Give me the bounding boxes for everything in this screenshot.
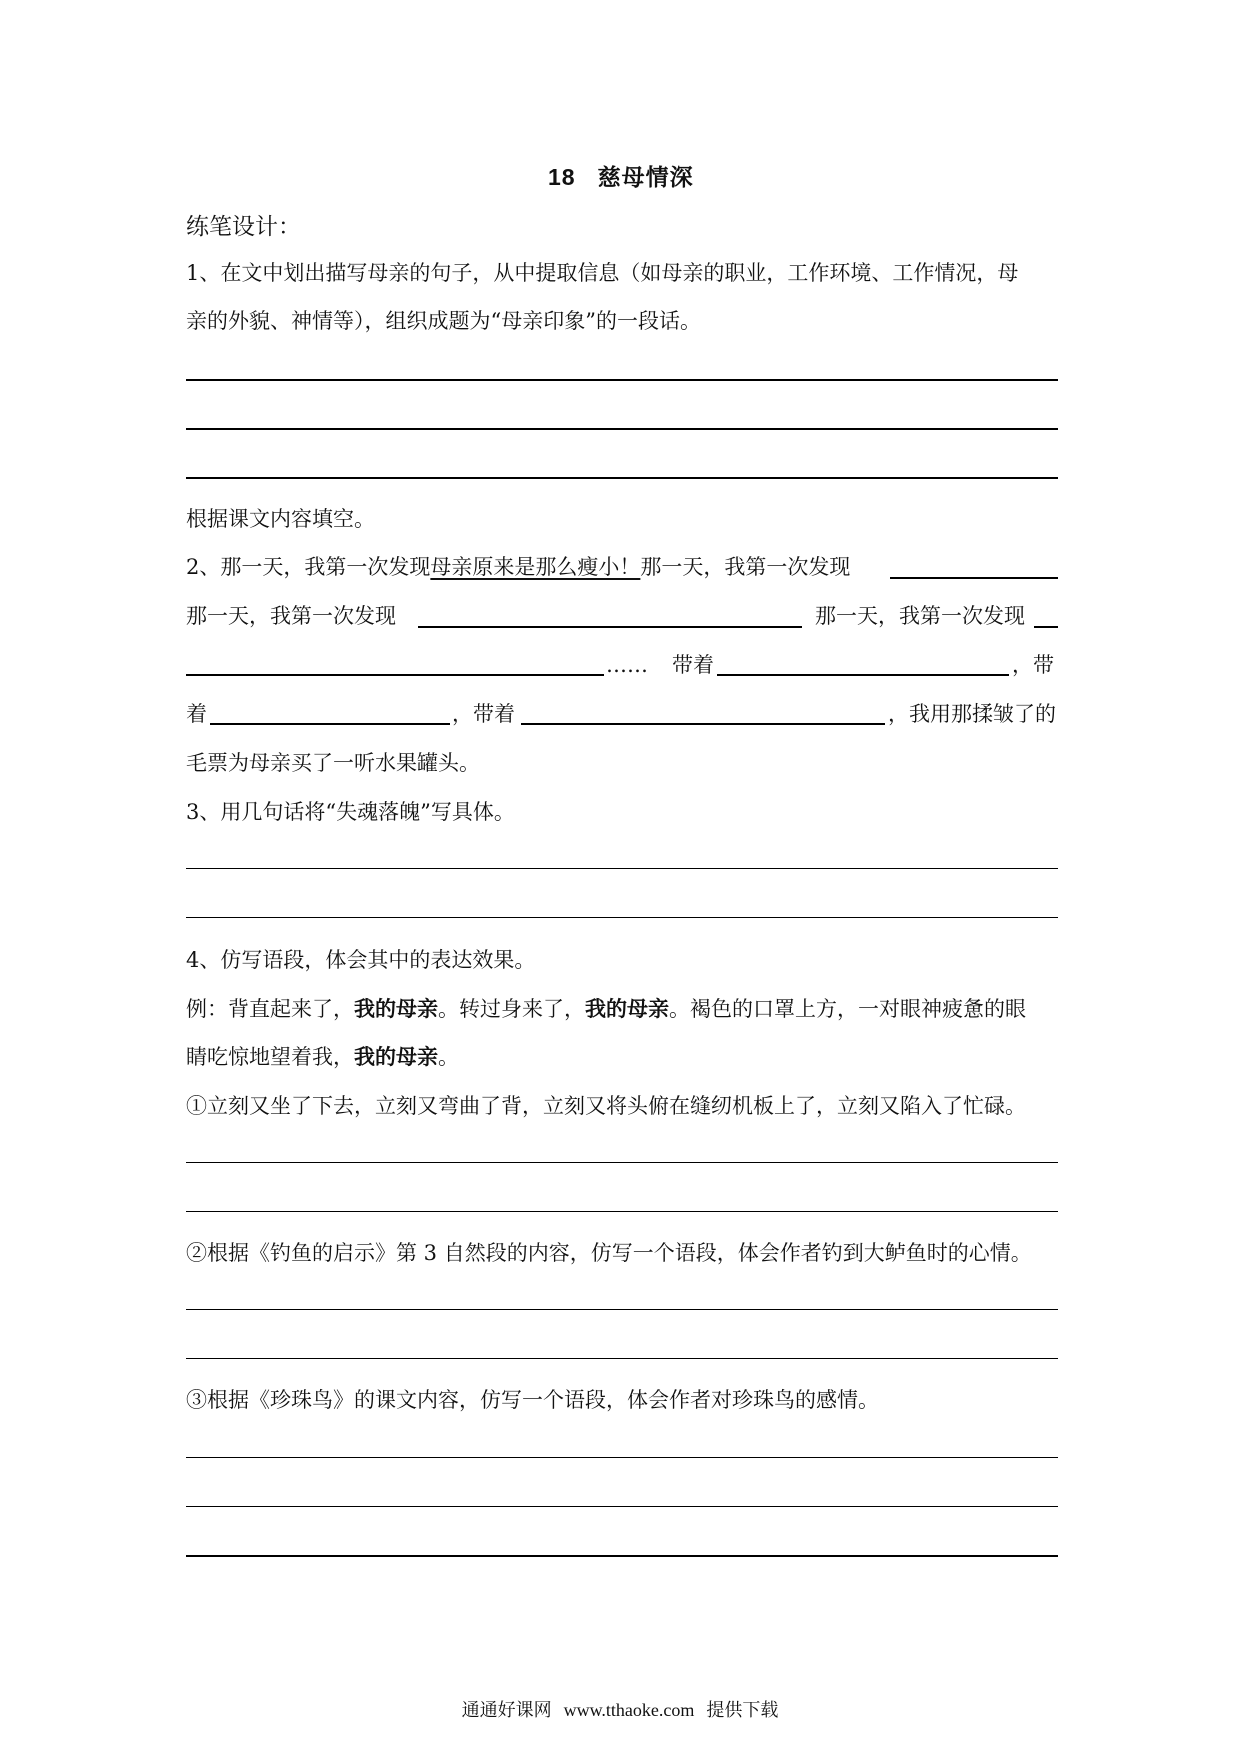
q1-answer-line-1[interactable] [186,379,1058,381]
q4-item-3-answer-line-2[interactable] [186,1506,1058,1507]
q2-line-1 [186,552,850,582]
q1-answer-line-2[interactable] [186,428,1058,430]
q4-example-text-3: 。褐色的口罩上方，一对眼神疲惫的眼 [669,997,1026,1021]
q2-blank-4[interactable] [717,674,1009,676]
q2-ellipsis: …… [606,653,648,677]
q2-blank-6[interactable] [521,723,885,725]
q4-example-text-1: 例：背直起来了， [186,997,354,1021]
q2-example-answer: 母亲原来是那么瘦小！ [430,555,641,579]
q2-text-3c: ，带 [1012,653,1054,677]
q2-blank-3-end[interactable] [186,674,604,676]
q3-answer-line-1[interactable] [186,868,1058,869]
q2-text-5: 毛票为母亲买了一听水果罐头。 [186,751,480,775]
q1-line-1: 1、在文中划出描写母亲的句子，从中提取信息（如母亲的职业，工作环境、工作情况，母 [186,261,1019,285]
fill-instruction: 根据课文内容填空。 [186,507,375,531]
section-heading: 练笔设计： [186,214,301,240]
q4-example-line-2 [186,1042,459,1072]
q4-example-text-4: 睛吃惊地望着我， [186,1045,354,1069]
q4-item-3: ③根据《珍珠鸟》的课文内容，仿写一个语段，体会作者对珍珠鸟的感情。 [186,1388,879,1412]
q2-blank-5[interactable] [210,723,450,725]
q4-item-1-answer-line-1[interactable] [186,1162,1058,1163]
q4-item-2-answer-line-2[interactable] [186,1358,1058,1359]
q1-line-2: 亲的外貌、神情等），组织成题为“母亲印象”的一段话。 [186,309,701,333]
footer-note: 提供下载 [706,1700,779,1721]
q4-item-3-answer-line-1[interactable] [186,1457,1058,1458]
q4-example-bold-3: 我的母亲 [354,1044,438,1069]
page-footer [0,1696,1240,1722]
footer-site: 通通好课网 [461,1700,552,1721]
title-number: 18 [548,164,576,190]
q2-blank-2[interactable] [418,626,802,628]
q4-example-line-1 [186,994,1026,1024]
q4-example-text-5: 。 [438,1045,459,1069]
q2-text-1a: 2、那一天，我第一次发现 [186,555,431,579]
q3-text: 3、用几句话将“失魂落魄”写具体。 [186,800,515,824]
q4-example-text-2: 。转过身来了， [438,997,585,1021]
q3-answer-line-2[interactable] [186,917,1058,918]
q4-example-bold-1: 我的母亲 [354,996,438,1021]
q4-heading: 4、仿写语段，体会其中的表达效果。 [186,948,536,972]
q4-item-3-answer-line-3[interactable] [186,1555,1058,1557]
q4-item-1: ①立刻又坐了下去，立刻又弯曲了背，立刻又将头俯在缝纫机板上了，立刻又陷入了忙碌。 [186,1094,1026,1118]
q2-text-2a: 那一天，我第一次发现 [186,604,396,628]
q4-example-bold-2: 我的母亲 [585,996,669,1021]
q1-answer-line-3[interactable] [186,477,1058,479]
q2-blank-1[interactable] [890,577,1058,579]
footer-url: www.tthaoke.com [563,1700,695,1720]
q2-text-1b: 那一天，我第一次发现 [640,555,851,579]
title-text: 慈母情深 [597,164,694,191]
q2-text-4c: ，我用那揉皱了的 [888,702,1056,726]
q4-item-2: ②根据《钓鱼的启示》第 3 自然段的内容，仿写一个语段，体会作者钓到大鲈鱼时的心情。 [186,1241,1032,1265]
q2-blank-3-start[interactable] [1034,626,1058,628]
q2-text-4a: 着 [186,702,207,726]
q2-text-3b: 带着 [672,653,714,677]
q4-item-2-answer-line-1[interactable] [186,1309,1058,1310]
page-title [548,159,694,192]
q2-text-4b: ，带着 [452,702,515,726]
q4-item-1-answer-line-2[interactable] [186,1211,1058,1212]
q2-text-2b: 那一天，我第一次发现 [815,604,1025,628]
